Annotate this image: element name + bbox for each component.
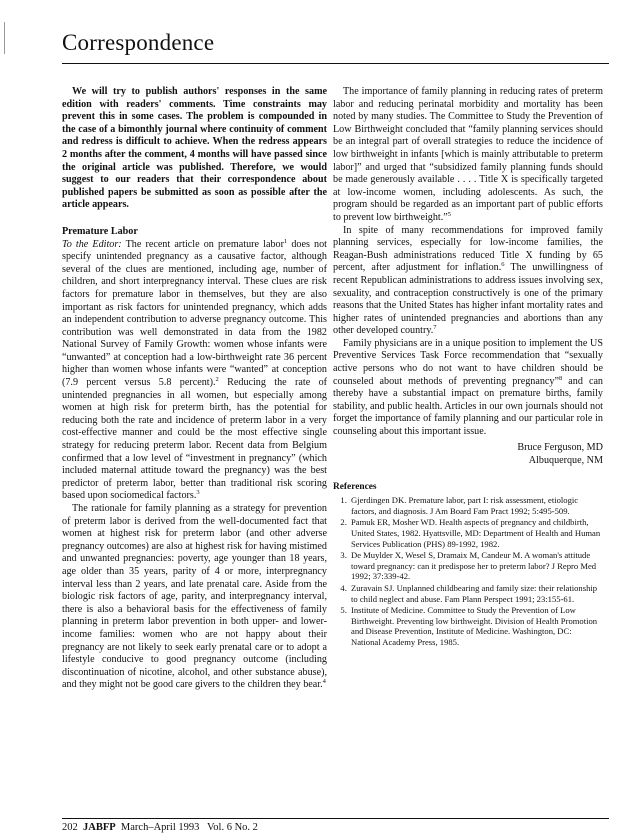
scan-edge-mark: [4, 22, 9, 54]
signature: [333, 441, 603, 467]
salutation: To the Editor:: [62, 238, 122, 250]
editor-note: We will try to publish authors' responses in the same edition with readers' comments. Time constraints may prevent this in some cases. The problem is compounded in the case of a bimonthly journal where continuity of comment and redress is difficult to achieve. When the redress appears 2 months after the comment, 4 months will have passed since the original article was published. Therefore, we would suggest to our readers that their correspondence about published papers be submitted as soon as possible after the article appears.: [62, 86, 327, 211]
paragraph-text: does not specify unintended pregnancy as a causative factor, although several of the clues are mentioned, including age, number of children, and short interpregnancy interval. These clues are risk factors for premature labor in themselves, but they are also important as risk factors for unintended pregnancy, which adds an independent contribution to adverse pregnancy outcome. This contribution was well demonstrated in data from the 1982 National Survey of Family Growth: women whose infants were “unwanted” at conception had a low-birthweight rate 36 percent higher than women whose infants were “wanted” at conception (7.9 percent versus 5.8 percent).: [62, 238, 327, 389]
letter-paragraph-4: [333, 225, 603, 338]
citation-ref: 2: [215, 376, 219, 384]
left-column: [62, 86, 327, 692]
reference-item: 1. Gjerdingen DK. Premature labor, part I: risk assessment, etiologic factors, and diagnosis. J Am Board Fam Pract 1992; 5:495-509.: [349, 495, 603, 516]
citation-ref: 1: [283, 237, 288, 245]
letter-paragraph-1: [62, 239, 327, 503]
page-title: Correspondence: [62, 30, 215, 55]
page-footer: [62, 822, 258, 833]
reference-item: 2. Pamuk ER, Mosher WD. Health aspects of pregnancy and childbirth, United States, 1982. Hyattsville, MD: Department of Health and Human Services Publication (PHS) 89-1992, 1982.: [349, 517, 603, 549]
references-list: [333, 495, 603, 647]
letter-paragraph-5: [333, 338, 603, 439]
references-title: References: [333, 481, 377, 492]
paragraph-text: The unwillingness of recent Republican administrations to address issues involving sex, sexuality, and contraception constructively is one of the primary reasons that the United States has higher infant mortality rates and higher rates of unintended pregnancies and abortions than any other developed country.: [333, 262, 603, 337]
section-title: Premature Labor: [62, 225, 138, 237]
reference-item: 4. Zuravain SJ. Unplanned childbearing and family size: their relationship to child neglect and abuse. Fam Plann Perspect 1991; 23:155-61.: [349, 583, 603, 604]
paragraph-text: Reducing the rate of unintended pregnancies in all women, but especially among women at high risk for preterm birth, has the potential for reducing both the rate and incidence of preterm labor in a very cost-effective manner and could be the most effective single strategy for reducing preterm labor. Recent data from Belgium confirmed that a low level of “investment in pregnancy” (which included maternal attitude toward the pregnancy) was the best predictor of preterm labor, better than traditional risk scoring based upon sociomedical factors.: [62, 377, 328, 502]
page-number: 202: [62, 822, 78, 833]
reference-item: 3. De Muylder X, Wesel S, Dramaix M, Candeur M. A woman's attitude toward pregnancy: can it predispose her to preterm labor? J Repro Med 1992; 37:339-42.: [349, 550, 603, 582]
right-column: [333, 86, 603, 649]
citation-ref: 7: [433, 324, 437, 332]
citation-ref: 6: [501, 261, 505, 269]
citation-ref: 3: [196, 489, 200, 497]
paragraph-text: The rationale for family planning as a strategy for prevention of preterm labor is derived from the well-documented fact that women at highest risk for preterm labor (and other adverse pregnancy outcomes) are also at highest risk for having mistimed and unwanted pregnancies: poverty, age younger than 18 years, age older than 35 years, parity of 4 or more, interpregnancy interval less than 2 years, and late prenatal care. Aside from the biologic risk factors of age, parity, and interpregnancy interval, there is also a behavioral basis for the effectiveness of family planning in preterm labor prevention in both upper- and lower-income families: women who are not happy about their pregnancy are not likely to seek early prenatal care or to adopt a lifestyle conducive to good pregnancy outcome (including discontinuation of nicotine, alcohol, and other substance abuse), and they might not be good care givers to the children they bear.: [62, 503, 327, 691]
paragraph-text: and can thereby have a substantial impact on premature births, family stability, and public health. Articles in our own journals should not forget the importance of family planning and our particular role in counseling about this important issue.: [333, 375, 603, 438]
letter-paragraph-3: [333, 86, 603, 225]
citation-ref: 5: [447, 210, 451, 218]
signature-place: Albuquerque, NM: [528, 454, 603, 466]
issue-info: March–April 1993 Vol. 6 No. 2: [120, 822, 258, 833]
paragraph-text: Family physicians are in a unique position to implement the US Preventive Services Task Force recommendation that “sexually active persons who do not want to have children should be counseled about methods of preventing pregnancy”: [333, 337, 603, 387]
paragraph-text: In spite of many recommendations for improved family planning services, especially for low-income families, the Reagan-Bush administrations reduced Title X funding by 65 percent, after adjustment for inflation.: [333, 224, 603, 274]
reference-item: 5. Institute of Medicine. Committee to Study the Prevention of Low Birthweight. Preventing low birthweight. Division of Health Promotion and Disease Prevention, Institute of Medicine. Washington, DC: National Academy Press, 1985.: [349, 605, 603, 647]
paragraph-text: The recent article on premature labor: [121, 238, 284, 250]
letter-paragraph-2: [62, 503, 327, 692]
footer-divider: [62, 818, 609, 819]
citation-ref: 4: [322, 678, 326, 686]
journal-name: JABFP: [83, 822, 116, 833]
paragraph-text: The importance of family planning in reducing rates of preterm labor and reducing perinatal morbidity and mortality has been noted by many studies. The Committee to Study the Prevention of Low Birthweight concluded that “family planning services should be an integral part of overall strategies to reduce the incidence of low birthweight in infants [which is mainly attributable to preterm labor]” and urged that “subsidized family planning funds should be made generously available . . . . Title X is specifically targeted at low-income women, including adolescents. As such, the program should be regarded as an important part of public efforts to prevent low birthweight.”: [333, 86, 603, 223]
signature-name: Bruce Ferguson, MD: [517, 441, 603, 453]
header-divider: [62, 63, 609, 64]
citation-ref: 8: [558, 374, 563, 382]
